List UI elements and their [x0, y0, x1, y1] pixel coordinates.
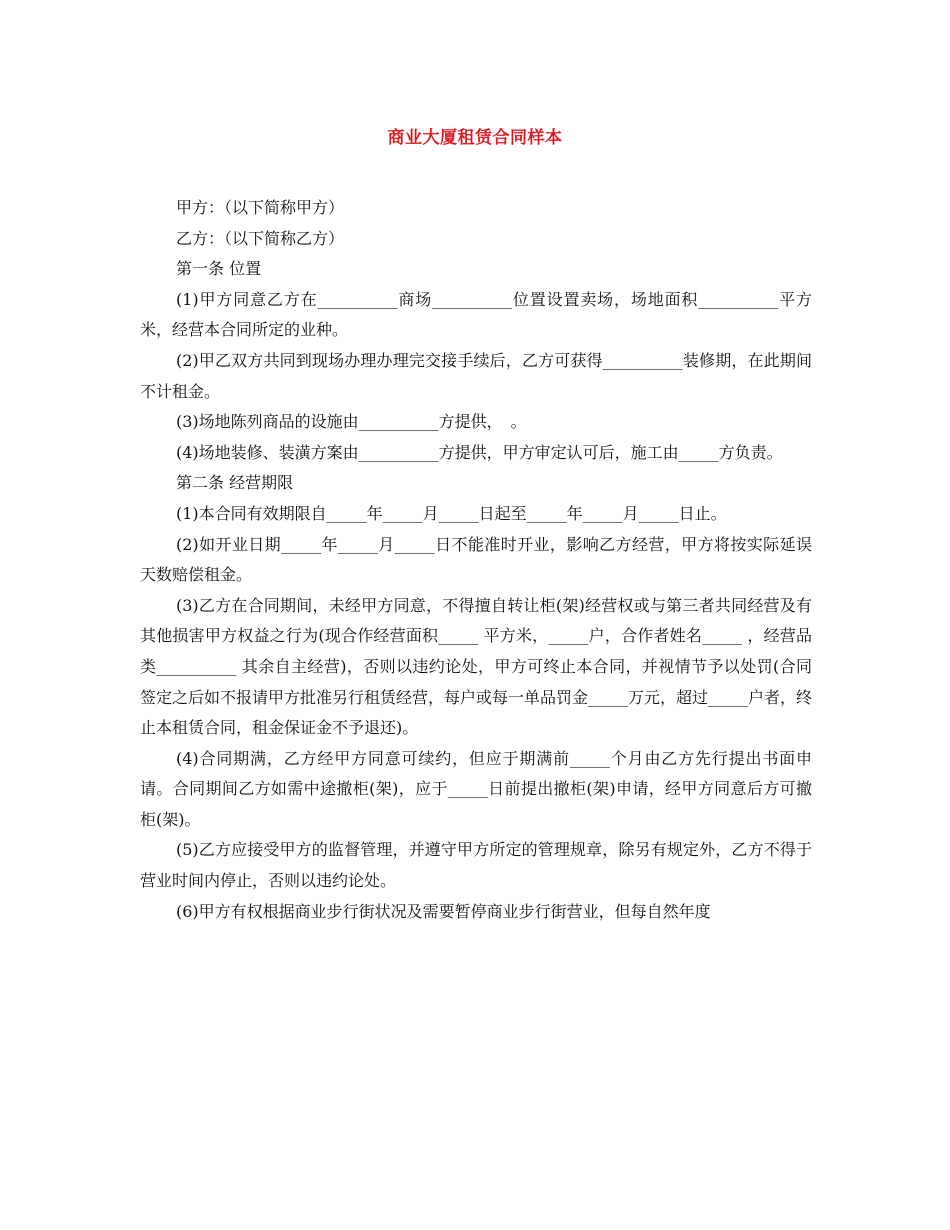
article-2-heading: 第二条 经营期限: [176, 473, 294, 493]
article-2-clause-4: (4)合同期满，乙方经甲方同意可续约，但应于期满前_____个月由乙方先行提出书面申请。合同期间乙方如需中途撤柜(架)，应于_____日前提出撤柜(架)申请，经甲方同意后方可撤柜(架)。: [140, 748, 812, 829]
article-1-clause-2: (2)甲乙双方共同到现场办理办理完交接手续后，乙方可获得__________装修期，在此期间不计租金。: [140, 350, 812, 401]
document-body: [140, 193, 812, 927]
article-1-clause-4: (4)场地装修、装潢方案由__________方提供，甲方审定认可后，施工由_____方负责。: [176, 442, 783, 462]
article-1-clause-1: (1)甲方同意乙方在__________商场__________位置设置卖场，场地面积__________平方米，经营本合同所定的业种。: [140, 289, 812, 340]
document-title: 商业大厦租赁合同样本: [387, 128, 563, 148]
article-2-clause-6: (6)甲方有权根据商业步行街状况及需要暂停商业步行街营业，但每自然年度: [176, 901, 711, 921]
article-2-clause-5: (5)乙方应接受甲方的监督管理，并遵守甲方所定的管理规章，除另有规定外，乙方不得于营业时间内停止，否则以违约论处。: [140, 840, 812, 891]
article-1-clause-3: (3)场地陈列商品的设施由__________方提供， 。: [176, 412, 527, 432]
article-2-clause-1: (1)本合同有效期限自_____年_____月_____日起至_____年_____月_____日止。: [176, 503, 727, 523]
article-2-clause-2: (2)如开业日期_____年_____月_____日不能准时开业，影响乙方经营，甲方将按实际延误天数赔偿租金。: [140, 534, 812, 585]
article-2-clause-3: (3)乙方在合同期间，未经甲方同意，不得擅自转让柜(架)经营权或与第三者共同经营及有其他损害甲方权益之行为(现合作经营面积_____ 平方米，_____户，合作者姓名_____ ，经营品类__________ 其余自主经营)，否则以违约论处，甲方可终止本合同，并视情节予以处罚(合同签定之后如不报请甲方批准另行租赁经营，每户或每一单品罚金_____万元，超过_____户者，终止本租赁合同，租金保证金不予退还)。: [140, 595, 813, 738]
party-b-line: 乙方：（以下简称乙方）: [176, 228, 345, 248]
party-a-line: 甲方：（以下简称甲方）: [176, 198, 345, 217]
article-1-heading: 第一条 位置: [176, 259, 262, 279]
